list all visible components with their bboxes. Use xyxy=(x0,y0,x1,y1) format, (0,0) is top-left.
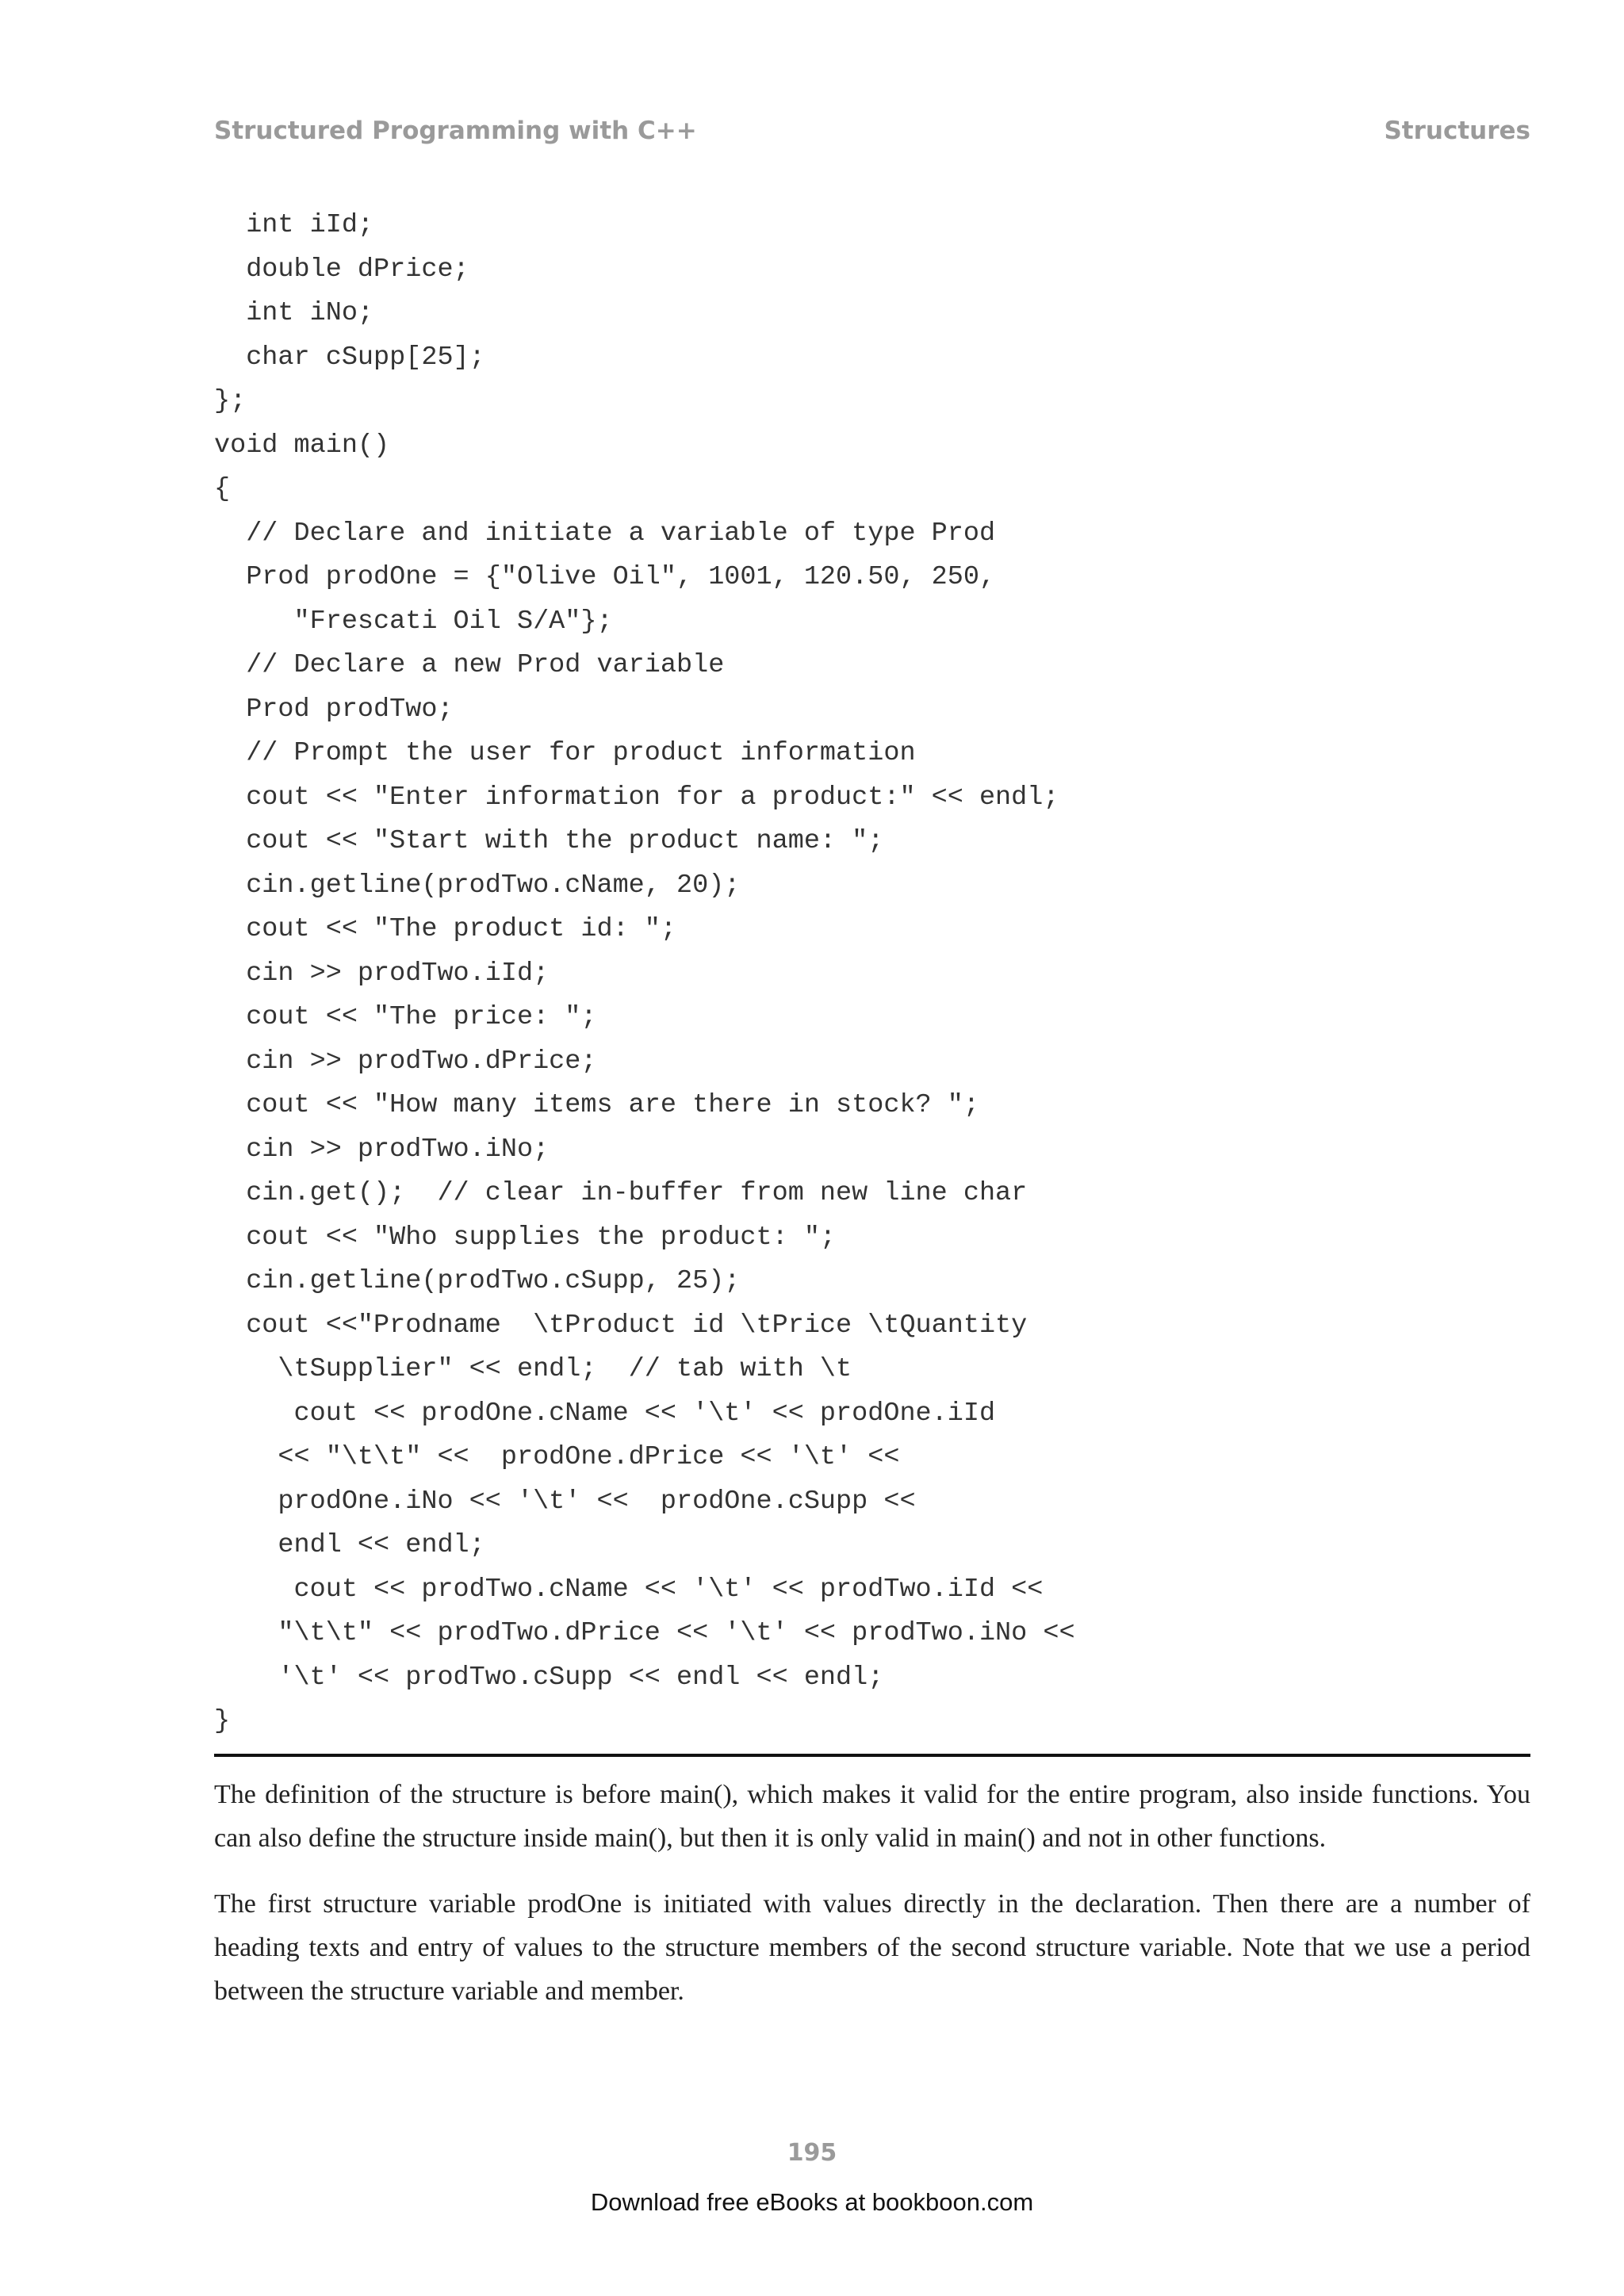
code-line: cout <<"Prodname \tProduct id \tPrice \tQuantity xyxy=(214,1310,1028,1341)
code-line: Prod prodOne = {"Olive Oil", 1001, 120.50, 250, xyxy=(214,562,996,592)
code-line: cin >> prodTwo.iNo; xyxy=(214,1134,550,1165)
code-line: prodOne.iNo << '\t' << prodOne.cSupp << xyxy=(214,1486,916,1517)
code-line: cout << "How many items are there in stock? "; xyxy=(214,1090,979,1120)
code-line: \tSupplier" << endl; // tab with \t xyxy=(214,1354,852,1384)
code-line: double dPrice; xyxy=(214,254,469,285)
code-line: cout << "Who supplies the product: "; xyxy=(214,1222,837,1253)
code-line: void main() xyxy=(214,430,390,461)
code-line: }; xyxy=(214,386,247,416)
code-line: << "\t\t" << prodOne.dPrice << '\t' << xyxy=(214,1442,900,1472)
body-text xyxy=(214,1773,1530,2035)
code-line: Prod prodTwo; xyxy=(214,694,454,725)
code-line: cin.get(); // clear in-buffer from new line char xyxy=(214,1178,1028,1208)
chapter-title: Structures xyxy=(1384,117,1530,145)
code-line: cout << "The product id: "; xyxy=(214,914,676,944)
running-header xyxy=(214,111,1530,151)
code-line: "\t\t" << prodTwo.dPrice << '\t' << prodTwo.iNo << xyxy=(214,1618,1075,1648)
code-line: cin >> prodTwo.iId; xyxy=(214,958,550,989)
code-line: endl << endl; xyxy=(214,1530,485,1560)
page-number: 195 xyxy=(787,2139,837,2167)
code-listing xyxy=(214,204,1530,1744)
code-line: // Declare and initiate a variable of type Prod xyxy=(214,518,996,549)
book-title: Structured Programming with C++ xyxy=(214,117,697,145)
code-line: '\t' << prodTwo.cSupp << endl << endl; xyxy=(214,1662,884,1693)
code-line: { xyxy=(214,474,231,504)
code-line: int iId; xyxy=(214,210,374,240)
code-line: cin >> prodTwo.dPrice; xyxy=(214,1046,597,1077)
code-line: } xyxy=(214,1706,231,1736)
code-line: cin.getline(prodTwo.cName, 20); xyxy=(214,870,741,901)
code-line: // Prompt the user for product information xyxy=(214,738,916,768)
footer-download-note: Download free eBooks at bookboon.com xyxy=(590,2188,1034,2216)
code-line: // Declare a new Prod variable xyxy=(214,650,725,680)
code-line: "Frescati Oil S/A"}; xyxy=(214,606,613,637)
code-line: cin.getline(prodTwo.cSupp, 25); xyxy=(214,1266,741,1296)
code-line: cout << "The price: "; xyxy=(214,1002,597,1032)
paragraph-structure-definition: The definition of the structure is before main(), which makes it valid for the entire program, also inside functions. You can also define the structure inside main(), but then it is only valid in main() and not in other functions. xyxy=(214,1780,1530,1853)
code-line: cout << "Enter information for a product:" << endl; xyxy=(214,782,1059,813)
code-line: char cSupp[25]; xyxy=(214,342,485,373)
code-line: cout << prodOne.cName << '\t' << prodOne.iId xyxy=(214,1398,996,1429)
code-end-rule xyxy=(214,1754,1530,1757)
paragraph-structure-variable: The first structure variable prodOne is initiated with values directly in the declaration. Then there are a number of heading texts and entry of values to the structure members of the second structure variable. Note that we use a period between the structure variable and member. xyxy=(214,1889,1530,2006)
code-line: int iNo; xyxy=(214,298,374,328)
code-line: cout << prodTwo.cName << '\t' << prodTwo.iId << xyxy=(214,1574,1044,1605)
code-line: cout << "Start with the product name: "; xyxy=(214,826,884,856)
